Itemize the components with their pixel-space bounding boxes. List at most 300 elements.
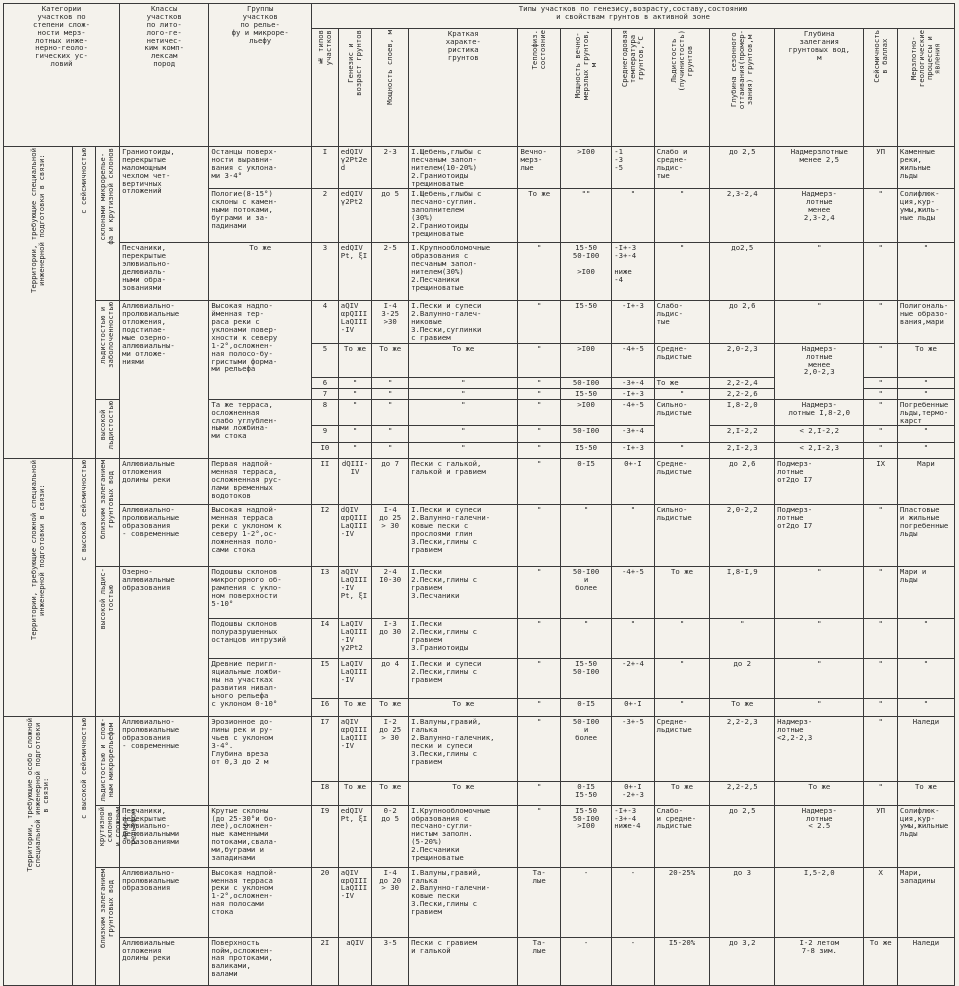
thickness: I-4 3-25 >30 (372, 301, 409, 343)
seismicity: " (864, 717, 897, 782)
genesis: " (338, 426, 371, 443)
thermal-state: " (518, 567, 560, 619)
thaw-depth: до 2,5 (710, 147, 775, 189)
seismicity: " (864, 377, 897, 388)
thaw-depth: 2,3-2,4 (710, 189, 775, 243)
processes: Пластовые и жильные погребенные льды (897, 505, 954, 567)
thaw-depth: до 2,5 (710, 805, 775, 867)
permafrost-thickness: I5-50 50-I00 (560, 659, 611, 699)
thermal-state: " (518, 343, 560, 377)
processes: Наледи (897, 717, 954, 782)
table-row (4, 717, 955, 782)
permafrost-thickness: 0-I5 I5-50 (560, 782, 611, 805)
mean-temp: -I+-3 -3+-4 ниже -4 (612, 243, 654, 301)
genesis: edQIV γ2Pt2ed (338, 147, 371, 189)
thaw-depth: до 3 (710, 867, 775, 937)
subgroup-shallow-groundwater: близким залеганием грунтовых вод (95, 459, 120, 567)
table-row (4, 243, 955, 301)
type-no: I6 (312, 699, 339, 717)
groundwater-depth: " (775, 301, 864, 343)
heaving: " (654, 443, 710, 459)
description: I.Крупнообломочные образования с песчаным запол- нителем(30%) 2.Песчаники трещиноватые (409, 243, 518, 301)
mean-temp: -3+-5 (612, 717, 654, 782)
header-processes: Мерзлотно- геологические процессы и явления (897, 29, 954, 147)
mean-temp: " (612, 505, 654, 567)
thermal-state: " (518, 505, 560, 567)
thickness: до 5 (372, 189, 409, 243)
genesis: LaQIV LaQIII-IV (338, 659, 371, 699)
type-no: 8 (312, 399, 339, 426)
class-cell: Аллювиальные отложения долины реки (120, 459, 209, 505)
thaw-depth: до 2 (710, 659, 775, 699)
thickness: То же (372, 343, 409, 377)
thickness: " (372, 399, 409, 426)
groundwater-depth: Надмерзлотные менее 2,5 (775, 147, 864, 189)
processes: То же (897, 782, 954, 805)
subgroup-high-iciness-2: высокой льдис- тостью (95, 567, 120, 717)
description: I.Пески и супеси 2.Валунно-галеч- никовые 3.Пески,суглинки с гравием (409, 301, 518, 343)
class-cell: Песчаники, перекрытые элювиально- делювиаль- ными обра- зованиями (120, 243, 209, 301)
processes: То же (897, 343, 954, 377)
header-classes: Классы участков по лито- лого-ге- нетичес- ким комп- лексам пород (120, 4, 209, 147)
type-no: 3 (312, 243, 339, 301)
description: Пески с галькой, галькой и гравием (409, 459, 518, 505)
subgroup-iciness-microrelief: льдистостью и слож- ным микрорельефом (95, 717, 120, 805)
thickness: до 4 (372, 659, 409, 699)
description: I.Валуны,гравий, галька 2.Валунно-галечни- ковые пески 3.Пески,глины с гравием (409, 867, 518, 937)
thaw-depth: до 2,6 (710, 459, 775, 505)
permafrost-thickness: - (560, 867, 611, 937)
description: I.Щебень,глыбы с песчаным запол- нителем(10-20%) 2.Граниотоиды трещиноватые (409, 147, 518, 189)
processes: Солифлюк- ция,кур- умы,жильные льды (897, 805, 954, 867)
group-cell: То же (209, 243, 312, 301)
description: I.Крупнообломочные образования с песчано-сугли- нистым заполн. (5-20%) 2.Песчаники трещиноватые (409, 805, 518, 867)
type-no: I0 (312, 443, 339, 459)
heaving: Сильно- льдистые (654, 505, 710, 567)
category-3: Территории, требующие особо сложной специальной инженерной подготовки в связи: (4, 717, 73, 985)
mean-temp: 0+-I (612, 699, 654, 717)
thickness: I-2 до 25 > 30 (372, 717, 409, 782)
type-no: 6 (312, 377, 339, 388)
heaving: Слабо- и средне- льдистые (654, 805, 710, 867)
heaving: I5-20% (654, 937, 710, 985)
description: То же (409, 343, 518, 377)
thaw-depth: 2,2-2,6 (710, 388, 775, 399)
seismicity: " (864, 782, 897, 805)
class-cell: Аллювиально- пролювиальные образования (120, 867, 209, 937)
seismicity: " (864, 388, 897, 399)
processes: Наледи (897, 937, 954, 985)
seismicity: " (864, 567, 897, 619)
header-seismicity: Сейсмичность в баллах (864, 29, 897, 147)
seismicity: " (864, 505, 897, 567)
groundwater-depth: Подмерз- лотные от2до I7 (775, 459, 864, 505)
genesis: " (338, 388, 371, 399)
heaving: Средне- льдистые (654, 717, 710, 782)
genesis: aQIV LaQIII-IV Pt, ξI (338, 567, 371, 619)
thermal-state: " (518, 619, 560, 659)
thermal-state: " (518, 443, 560, 459)
subgroup-high-iciness: высокой льдистостью (95, 399, 120, 459)
heaving: Средне- льдистые (654, 343, 710, 377)
table-row (4, 147, 955, 189)
description: I.Валуны,гравий, галька 2.Валунно-галечник, пески и супеси 3.Пески,глины с гравием (409, 717, 518, 782)
heaving: Средне- льдистые (654, 459, 710, 505)
type-no: I4 (312, 619, 339, 659)
subgroup-slopes-microrelief: склонами микрорелье- фа и крутизной склонов (95, 147, 120, 301)
group-cell: Подошвы склонов микрогорного об- рамления с укло- ном поверхности 5-10° (209, 567, 312, 619)
groundwater-depth: < 2,I-2,2 (775, 426, 864, 443)
groundwater-depth: < 2,I-2,3 (775, 443, 864, 459)
header-mean-temp: Среднегодовая температура грунтов,°С (612, 29, 654, 147)
heaving: " (654, 243, 710, 301)
mean-temp: -2+-4 (612, 659, 654, 699)
description: " (409, 426, 518, 443)
thickness: " (372, 443, 409, 459)
processes: Мари и льды (897, 567, 954, 619)
genesis: aQIV αpQIII LaQIII-IV (338, 301, 371, 343)
thickness: I-4 до 25 > 30 (372, 505, 409, 567)
description: I.Щебень,глыбы с песчано-суглин. заполнителем (30%) 2.Граниотоиды трещиноватые (409, 189, 518, 243)
category-1: Территории, требующие специальной инженерной подготовки в связи: (4, 147, 73, 459)
groundwater-depth: " (775, 619, 864, 659)
groundwater-depth: То же (775, 782, 864, 805)
class-cell: Аллювиально- пролювиальные отложения, подстилае- мые озерно- аллювиальны- ми отложе- ниями (120, 301, 209, 459)
groundwater-depth: I,5-2,0 (775, 867, 864, 937)
genesis: aQIV (338, 937, 371, 985)
genesis: То же (338, 699, 371, 717)
thaw-depth: " (710, 619, 775, 659)
class-cell: Песчаники, перекрытые элювиально- делювиальными образованиями (120, 805, 209, 867)
description: I.Пески 2.Пески,глины с гравием 3.Граниотоиды (409, 619, 518, 659)
thaw-depth: I,8-I,9 (710, 567, 775, 619)
genesis: То же (338, 782, 371, 805)
seismicity: УП (864, 147, 897, 189)
thermal-state: " (518, 301, 560, 343)
mean-temp: -3+-4 (612, 377, 654, 388)
table-row (4, 567, 955, 619)
thermal-state: " (518, 805, 560, 867)
table-row (4, 805, 955, 867)
type-no: 5 (312, 343, 339, 377)
group-cell: Высокая надпой- менная терраса реки с уклоном 1-2°,осложнен- ная полосами стока (209, 867, 312, 937)
permafrost-thickness: 15-50 50-I00 >I00 (560, 243, 611, 301)
processes: " (897, 699, 954, 717)
table-row (4, 505, 955, 567)
genesis: " (338, 443, 371, 459)
group-cell: Древние перигл- яциальные ложби- ны на участках развития нивал- ьного рельефа с уклоном 0-10° (209, 659, 312, 717)
thermal-state: " (518, 388, 560, 399)
category-3-sub: с высокой сейсмичностью (73, 717, 95, 985)
processes: Мари, западины (897, 867, 954, 937)
heaving: То же (654, 782, 710, 805)
groundwater-depth: " (775, 699, 864, 717)
header-thaw-depth: Глубина сезонного оттаивания(промер- зания) грунтов,м (710, 29, 775, 147)
processes: " (897, 426, 954, 443)
heaving: То же (654, 377, 710, 388)
thaw-depth: 2,2-2,5 (710, 782, 775, 805)
thermal-state: Та- лые (518, 867, 560, 937)
mean-temp: - (612, 867, 654, 937)
processes: Мари (897, 459, 954, 505)
description: I.Пески 2.Пески,глины с гравием 3.Песчаники (409, 567, 518, 619)
seismicity: " (864, 619, 897, 659)
mean-temp: -3+-4 (612, 426, 654, 443)
thermal-state: " (518, 377, 560, 388)
thermal-state: " (518, 717, 560, 782)
heaving: " (654, 388, 710, 399)
heaving: " (654, 189, 710, 243)
genesis: " (338, 377, 371, 388)
heaving: Слабо и средне- льдис- тые (654, 147, 710, 189)
thermal-state: То же (518, 189, 560, 243)
group-cell: Эрозионное до- лины рек и ру- чьев с уклоном 3-4°. Глубина вреза от 0,3 до 2 м (209, 717, 312, 805)
header-thickness: Мощность слоев, м (372, 29, 409, 147)
header-thermal-state: Теплофиз. состояние (518, 29, 560, 147)
type-no: I9 (312, 805, 339, 867)
description: I.Пески и супеси 2.Пески,глины с гравием (409, 659, 518, 699)
permafrost-thickness: >I00 (560, 343, 611, 377)
header-heaving: Льдистость (пучинистость) грунтов (654, 29, 710, 147)
genesis: aQIV αpQIII LaQIII-IV (338, 867, 371, 937)
group-cell: Останцы поверх- ности выравни- вания с уклона- ми 3-4° (209, 147, 312, 189)
class-cell: Аллювиально- пролювиальные образования - современные (120, 505, 209, 567)
seismicity: X (864, 867, 897, 937)
processes: " (897, 377, 954, 388)
thaw-depth: до 3,2 (710, 937, 775, 985)
thickness: 2-3 (372, 147, 409, 189)
processes: Солифлюк- ция,кур- умы,жиль- ные льды (897, 189, 954, 243)
mean-temp: " (612, 619, 654, 659)
class-cell: Аллювиальные отложения долины реки (120, 937, 209, 985)
thickness: 2-4 I0-30 (372, 567, 409, 619)
genesis: dQIV αpQIII LaQIII-IV (338, 505, 371, 567)
class-cell: Озерно- аллювиальные образования (120, 567, 209, 717)
header-categories: Категории участков по степени слож- ности мерз- лотных инже- нерно-геоло- гических ус- ловий (4, 4, 120, 147)
category-1-sub: с сейсмичностью (73, 147, 95, 459)
mean-temp: -4+-5 (612, 343, 654, 377)
groundwater-depth: Надмерз- лотные менее 2,3-2,4 (775, 189, 864, 243)
type-no: 2I (312, 937, 339, 985)
heaving: " (654, 659, 710, 699)
mean-temp: -4+-5 (612, 399, 654, 426)
mean-temp: -4+-5 (612, 567, 654, 619)
type-no: II (312, 459, 339, 505)
genesis: edQIV Pt, ξI (338, 805, 371, 867)
permafrost-thickness: - (560, 937, 611, 985)
group-cell: Пологие(8-15°) склоны с камен- ными потоками, буграми и за- падинами (209, 189, 312, 243)
permafrost-thickness: I5-50 (560, 388, 611, 399)
header-permafrost-thickness: Мощность вечно- мерзлых грунтов, м (560, 29, 611, 147)
mean-temp: - (612, 937, 654, 985)
permafrost-thickness: " (560, 505, 611, 567)
heaving: Сильно- льдистые (654, 399, 710, 443)
group-cell: Подошвы склонов полуразрушенных останцов интрузий (209, 619, 312, 659)
thickness: То же (372, 782, 409, 805)
seismicity: " (864, 301, 897, 343)
seismicity: " (864, 399, 897, 426)
seismicity: " (864, 343, 897, 377)
processes: Полигональ- ные образо- вания,мари (897, 301, 954, 343)
permafrost-thickness: 0-I5 (560, 699, 611, 717)
seismicity: IX (864, 459, 897, 505)
class-cell: Граниотоиды, перекрытые маломощным чехлом чет- вертичных отложений (120, 147, 209, 243)
groundwater-depth: Подмерз- лотные от2до I7 (775, 505, 864, 567)
header-types-super: Типы участков по генезису,возрасту,составу,состоянию и свойствам грунтов в активной зоне (312, 4, 955, 29)
thermal-state: " (518, 782, 560, 805)
permafrost-thickness: >I00 (560, 147, 611, 189)
header-groups: Группы участков по релье- фу и микроре- льефу (209, 4, 312, 147)
thermal-state: " (518, 426, 560, 443)
thickness: до 7 (372, 459, 409, 505)
type-no: I2 (312, 505, 339, 567)
permafrost-thickness: 50-I00 и более (560, 567, 611, 619)
groundwater-depth: Надмерз- лотные <2,2-2,3 (775, 717, 864, 782)
thickness: " (372, 377, 409, 388)
thermal-state: Вечно- мерз- лые (518, 147, 560, 189)
genesis: dQIII-IV (338, 459, 371, 505)
processes: " (897, 619, 954, 659)
group-cell: Поверхность пойм,осложнен- ная протоками, валиками, валами (209, 937, 312, 985)
permafrost-thickness: 0-I5 (560, 459, 611, 505)
thickness: То же (372, 699, 409, 717)
heaving: Слабо- льдис- тые (654, 301, 710, 343)
type-no: I8 (312, 782, 339, 805)
group-cell: Первая надпой- менная терраса, осложненная рус- лами временных водотоков (209, 459, 312, 505)
genesis: " (338, 399, 371, 426)
thickness: 3-5 (372, 937, 409, 985)
group-cell: Крутые склоны (до 25-30°и бо- лее),осложнен- ные каменными потоками,свала- ми,буграми и западинами (209, 805, 312, 867)
header-description: Краткая характе- ристика грунтов (409, 29, 518, 147)
thaw-depth: То же (710, 699, 775, 717)
permafrost-thickness: 50-I00 и более (560, 717, 611, 782)
thermal-state: " (518, 459, 560, 505)
genesis: edQIV γ2Pt2 (338, 189, 371, 243)
genesis: LaQIV LaQIII-IV γ2Pt2 (338, 619, 371, 659)
processes: " (897, 443, 954, 459)
processes: " (897, 388, 954, 399)
permafrost-thickness: 50-I00 (560, 377, 611, 388)
thaw-depth: до 2,6 (710, 301, 775, 343)
thermal-state: Та- лые (518, 937, 560, 985)
header-genesis: Генезис и возраст грунтов (338, 29, 371, 147)
heaving: " (654, 699, 710, 717)
processes: " (897, 243, 954, 301)
thermal-state: " (518, 243, 560, 301)
class-cell: Аллювиально- пролювиальные образования - современные (120, 717, 209, 805)
thermal-state: " (518, 399, 560, 426)
type-no: I5 (312, 659, 339, 699)
permafrost-thickness: I5-50 (560, 301, 611, 343)
type-no: 4 (312, 301, 339, 343)
description: То же (409, 699, 518, 717)
permafrost-thickness: I5-50 50-I00 >I00 (560, 805, 611, 867)
thickness: I-3 до 30 (372, 619, 409, 659)
groundwater-depth: Надмерз- лотные I,8-2,0 (775, 399, 864, 426)
thaw-depth: I,8-2,0 (710, 399, 775, 426)
header-groundwater-depth: Глубина залегания грунтовых вод, м (775, 29, 864, 147)
type-no: I3 (312, 567, 339, 619)
description: Пески с гравием и галькой (409, 937, 518, 985)
thickness: " (372, 426, 409, 443)
category-2: Территории, требующие сложной специальной инженерной подготовки в связи: (4, 459, 73, 717)
thaw-depth: 2,0-2,3 (710, 343, 775, 377)
seismicity: " (864, 659, 897, 699)
mean-temp: 0+-I (612, 459, 654, 505)
groundwater-depth: Надмерз- лотные менее 2,0-2,3 (775, 343, 864, 399)
header-row-1 (4, 4, 955, 29)
groundwater-depth: " (775, 243, 864, 301)
mean-temp: -I+-3 (612, 388, 654, 399)
type-no: 20 (312, 867, 339, 937)
group-cell: Высокая надпой- менная терраса реки с уклоном к северу 1-2°,ос- ложненная поло- сами стока (209, 505, 312, 567)
groundwater-depth: I-2 летом 7-8 зим. (775, 937, 864, 985)
thickness: 2-5 (372, 243, 409, 301)
permafrost-thickness: "" (560, 189, 611, 243)
type-no: I7 (312, 717, 339, 782)
permafrost-thickness: " (560, 619, 611, 659)
genesis: aQIV αpQIII LaQIII-IV (338, 717, 371, 782)
thaw-depth: 2,0-2,2 (710, 505, 775, 567)
subgroup-iciness-swamp: льдистостью и заболоченностью (95, 301, 120, 399)
genesis: То же (338, 343, 371, 377)
mean-temp: " (612, 189, 654, 243)
category-2-sub: с высокой сейсмичностью (73, 459, 95, 717)
thaw-depth: 2,I-2,2 (710, 426, 775, 443)
table-row (4, 301, 955, 343)
seismicity: " (864, 699, 897, 717)
seismicity: " (864, 243, 897, 301)
group-cell: Та же терраса, осложненная слабо углублен- ными ложбина- ми стока (209, 399, 312, 459)
table-row (4, 937, 955, 985)
permafrost-classification-table (3, 3, 955, 986)
description: " (409, 377, 518, 388)
thaw-depth: до2,5 (710, 243, 775, 301)
subgroup-shallow-groundwater-2: близким залеганием грунтовых вод (95, 867, 120, 985)
table-row (4, 459, 955, 505)
thermal-state: " (518, 659, 560, 699)
group-cell: Высокая надпо- йменная тер- раса реки с уклонами повер- хности к северу 1-2°,осложнен- ная полосо-бу- гристыми форма- ми рельефа (209, 301, 312, 399)
seismicity: УП (864, 805, 897, 867)
permafrost-thickness: I5-50 (560, 443, 611, 459)
permafrost-thickness: 50-I00 (560, 426, 611, 443)
heaving: 20-25% (654, 867, 710, 937)
thickness: I-4 до 20 > 30 (372, 867, 409, 937)
permafrost-thickness: >I00 (560, 399, 611, 426)
subgroup-steep-slopes: крутизной склонов и сложным микро- рельефом (95, 805, 120, 867)
heaving: То же (654, 567, 710, 619)
processes: Погребенные льды,термо- карст (897, 399, 954, 426)
genesis: edQIV Pt, ξI (338, 243, 371, 301)
table-row (4, 867, 955, 937)
header-type-no: № типов участков (312, 29, 339, 147)
thickness: " (372, 388, 409, 399)
thickness: 0-2 до 5 (372, 805, 409, 867)
seismicity: " (864, 426, 897, 443)
description: То же (409, 782, 518, 805)
processes: Каменные реки, жильные льды (897, 147, 954, 189)
seismicity: " (864, 443, 897, 459)
type-no: I (312, 147, 339, 189)
description: " (409, 443, 518, 459)
seismicity: То же (864, 937, 897, 985)
thaw-depth: 2,I-2,3 (710, 443, 775, 459)
description: " (409, 399, 518, 426)
description: I.Пески и супеси 2.Валунно-галечни- ковые пески с прослоями глин 3.Пески,глины с гравием (409, 505, 518, 567)
mean-temp: -1 -3 -5 (612, 147, 654, 189)
mean-temp: -I+-3 (612, 301, 654, 343)
thaw-depth: 2,2-2,3 (710, 717, 775, 782)
